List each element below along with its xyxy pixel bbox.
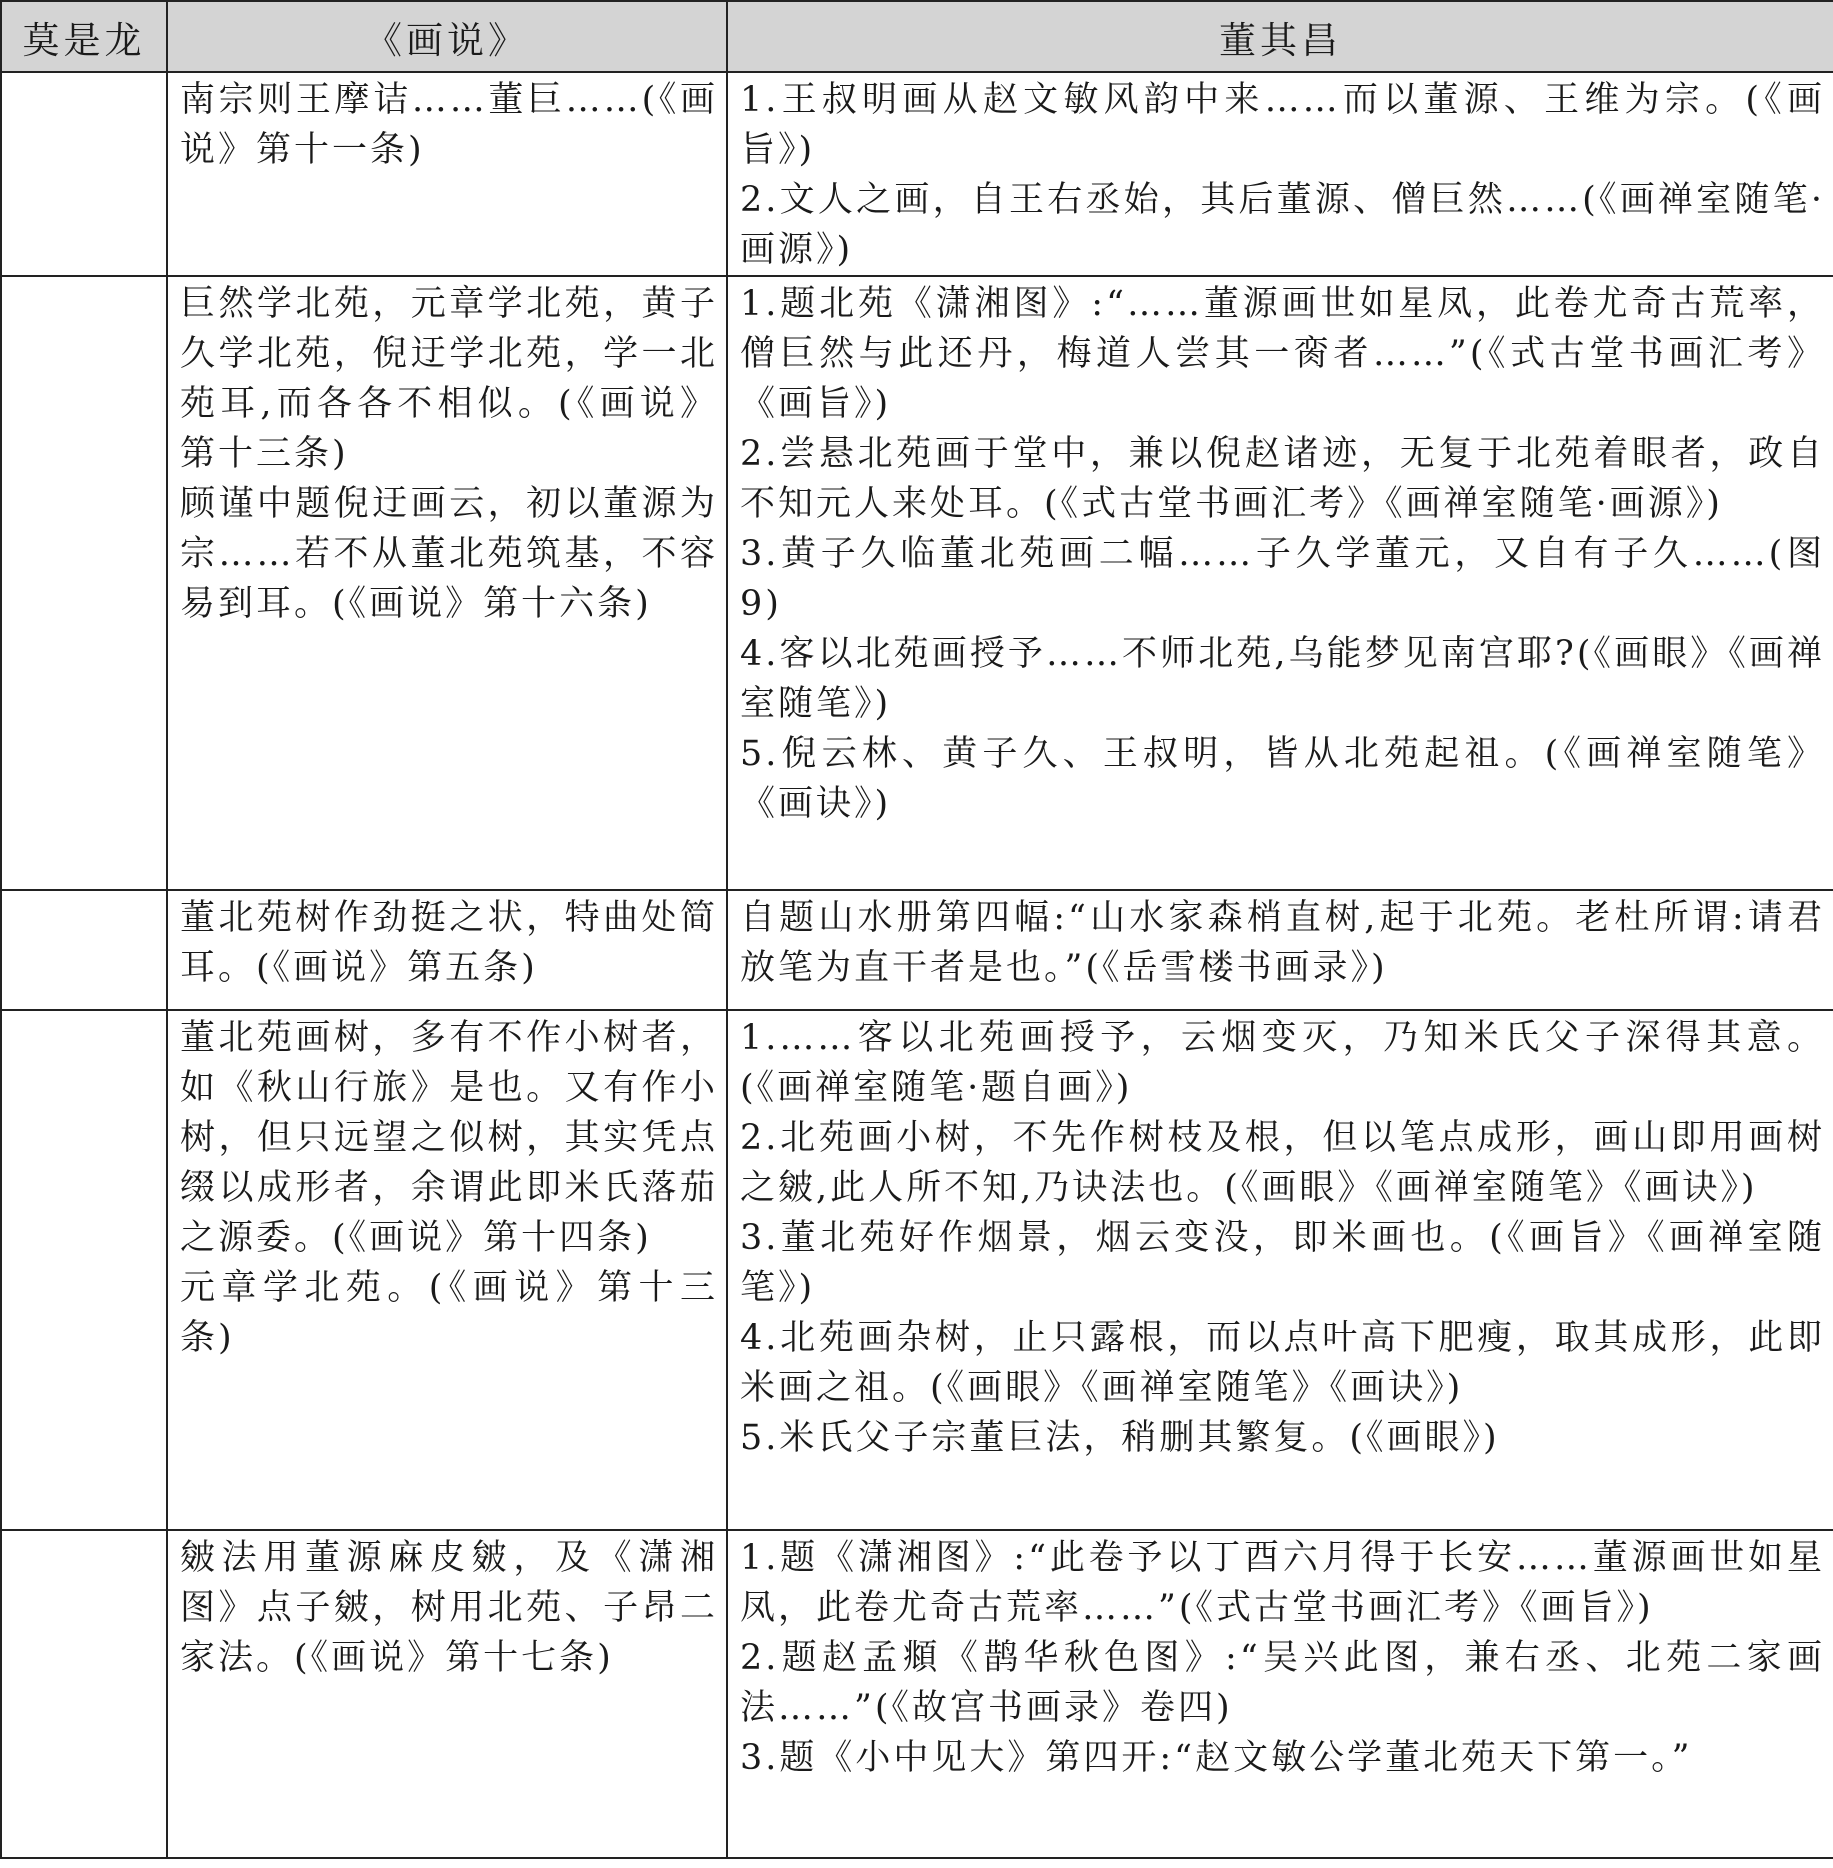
header-mo-shilong: 莫是龙 xyxy=(1,1,167,72)
dong-entry: 4.客以北苑画授予……不师北苑,乌能梦见南宫耶?(《画眼》《画禅室随笔》) xyxy=(740,634,1825,724)
huashuo-entry: 董北苑画树，多有不作小树者，如《秋山行旅》是也。又有作小树，但只远望之似树，其实凭点缀以成形者，余谓此即米氏落茄之源委。(《画说》第十四条) xyxy=(180,1018,718,1258)
mo-cell xyxy=(1,1530,167,1858)
dong-entry: 5.米氏父子宗董巨法，稍删其繁复。(《画眼》) xyxy=(740,1418,1500,1458)
mo-cell xyxy=(1,276,167,890)
table-header-row xyxy=(1,1,1833,72)
mo-cell xyxy=(1,72,167,276)
huashuo-cell xyxy=(167,276,727,890)
table-row xyxy=(1,1530,1833,1858)
dong-entry: 2.文人之画，自王右丞始，其后董源、僧巨然……(《画禅室随笔·画源》) xyxy=(740,180,1825,270)
huashuo-cell xyxy=(167,1010,727,1530)
dong-entry: 5.倪云林、黄子久、王叔明，皆从北苑起祖。(《画禅室随笔》《画诀》) xyxy=(740,734,1825,824)
header-huashuo: 《画说》 xyxy=(167,1,727,72)
huashuo-cell xyxy=(167,890,727,1010)
dong-entry: 3.黄子久临董北苑画二幅……子久学董元，又自有子久……(图9) xyxy=(740,534,1825,624)
dong-entry: 2.题赵孟頫《鹊华秋色图》:“吴兴此图，兼右丞、北苑二家画法……”(《故宫书画录》卷四) xyxy=(740,1638,1825,1728)
mo-cell xyxy=(1,890,167,1010)
dong-entry: 3.题《小中见大》第四开:“赵文敏公学董北苑天下第一。” xyxy=(740,1738,1693,1778)
dong-entry: 1.……客以北苑画授予，云烟变灭，乃知米氏父子深得其意。(《画禅室随笔·题自画》) xyxy=(740,1018,1825,1108)
dong-cell xyxy=(727,72,1833,276)
dong-entry: 3.董北苑好作烟景，烟云变没，即米画也。(《画旨》《画禅室随笔》) xyxy=(740,1218,1825,1308)
dong-cell xyxy=(727,1010,1833,1530)
huashuo-entry: 南宗则王摩诘……董巨……(《画说》第十一条) xyxy=(180,80,718,170)
huashuo-cell xyxy=(167,72,727,276)
dong-cell xyxy=(727,890,1833,1010)
huashuo-entry: 董北苑树作劲挺之状，特曲处简耳。(《画说》第五条) xyxy=(180,898,718,988)
dong-cell xyxy=(727,1530,1833,1858)
table-row xyxy=(1,890,1833,1010)
dong-entry: 4.北苑画杂树，止只露根，而以点叶高下肥瘦，取其成形，此即米画之祖。(《画眼》《画禅室随笔》《画诀》) xyxy=(740,1318,1825,1408)
huashuo-entry: 顾谨中题倪迂画云，初以董源为宗……若不从董北苑筑基，不容易到耳。(《画说》第十六条) xyxy=(180,484,718,624)
table-row xyxy=(1,72,1833,276)
dong-entry: 1.题北苑《潇湘图》:“……董源画世如星凤，此卷尤奇古荒率，僧巨然与此还丹，梅道人尝其一脔者……”(《式古堂书画汇考》《画旨》) xyxy=(740,284,1825,424)
header-dong-qichang: 董其昌 xyxy=(727,1,1833,72)
table-row xyxy=(1,1010,1833,1530)
huashuo-cell xyxy=(167,1530,727,1858)
dong-cell xyxy=(727,276,1833,890)
table-row xyxy=(1,276,1833,890)
dong-entry: 自题山水册第四幅:“山水家森梢直树,起于北苑。老杜所谓:请君放笔为直干者是也。”(《岳雪楼书画录》) xyxy=(740,898,1825,988)
dong-entry: 1.王叔明画从赵文敏风韵中来……而以董源、王维为宗。(《画旨》) xyxy=(740,80,1825,170)
huashuo-entry: 元章学北苑。(《画说》第十三条) xyxy=(180,1268,718,1358)
dong-entry: 1.题《潇湘图》:“此卷予以丁酉六月得于长安……董源画世如星凤，此卷尤奇古荒率……”(《式古堂书画汇考》《画旨》) xyxy=(740,1538,1825,1628)
mo-cell xyxy=(1,1010,167,1530)
huashuo-entry: 巨然学北苑，元章学北苑，黄子久学北苑，倪迂学北苑，学一北苑耳,而各各不相似。(《画说》第十三条) xyxy=(180,284,718,474)
dong-entry: 2.北苑画小树，不先作树枝及根，但以笔点成形，画山即用画树之皴,此人所不知,乃诀法也。(《画眼》《画禅室随笔》《画诀》) xyxy=(740,1118,1825,1208)
dong-entry: 2.尝悬北苑画于堂中，兼以倪赵诸迹，无复于北苑着眼者，政自不知元人来处耳。(《式古堂书画汇考》《画禅室随笔·画源》) xyxy=(740,434,1825,524)
huashuo-entry: 皴法用董源麻皮皴，及《潇湘图》点子皴，树用北苑、子昂二家法。(《画说》第十七条) xyxy=(180,1538,718,1678)
